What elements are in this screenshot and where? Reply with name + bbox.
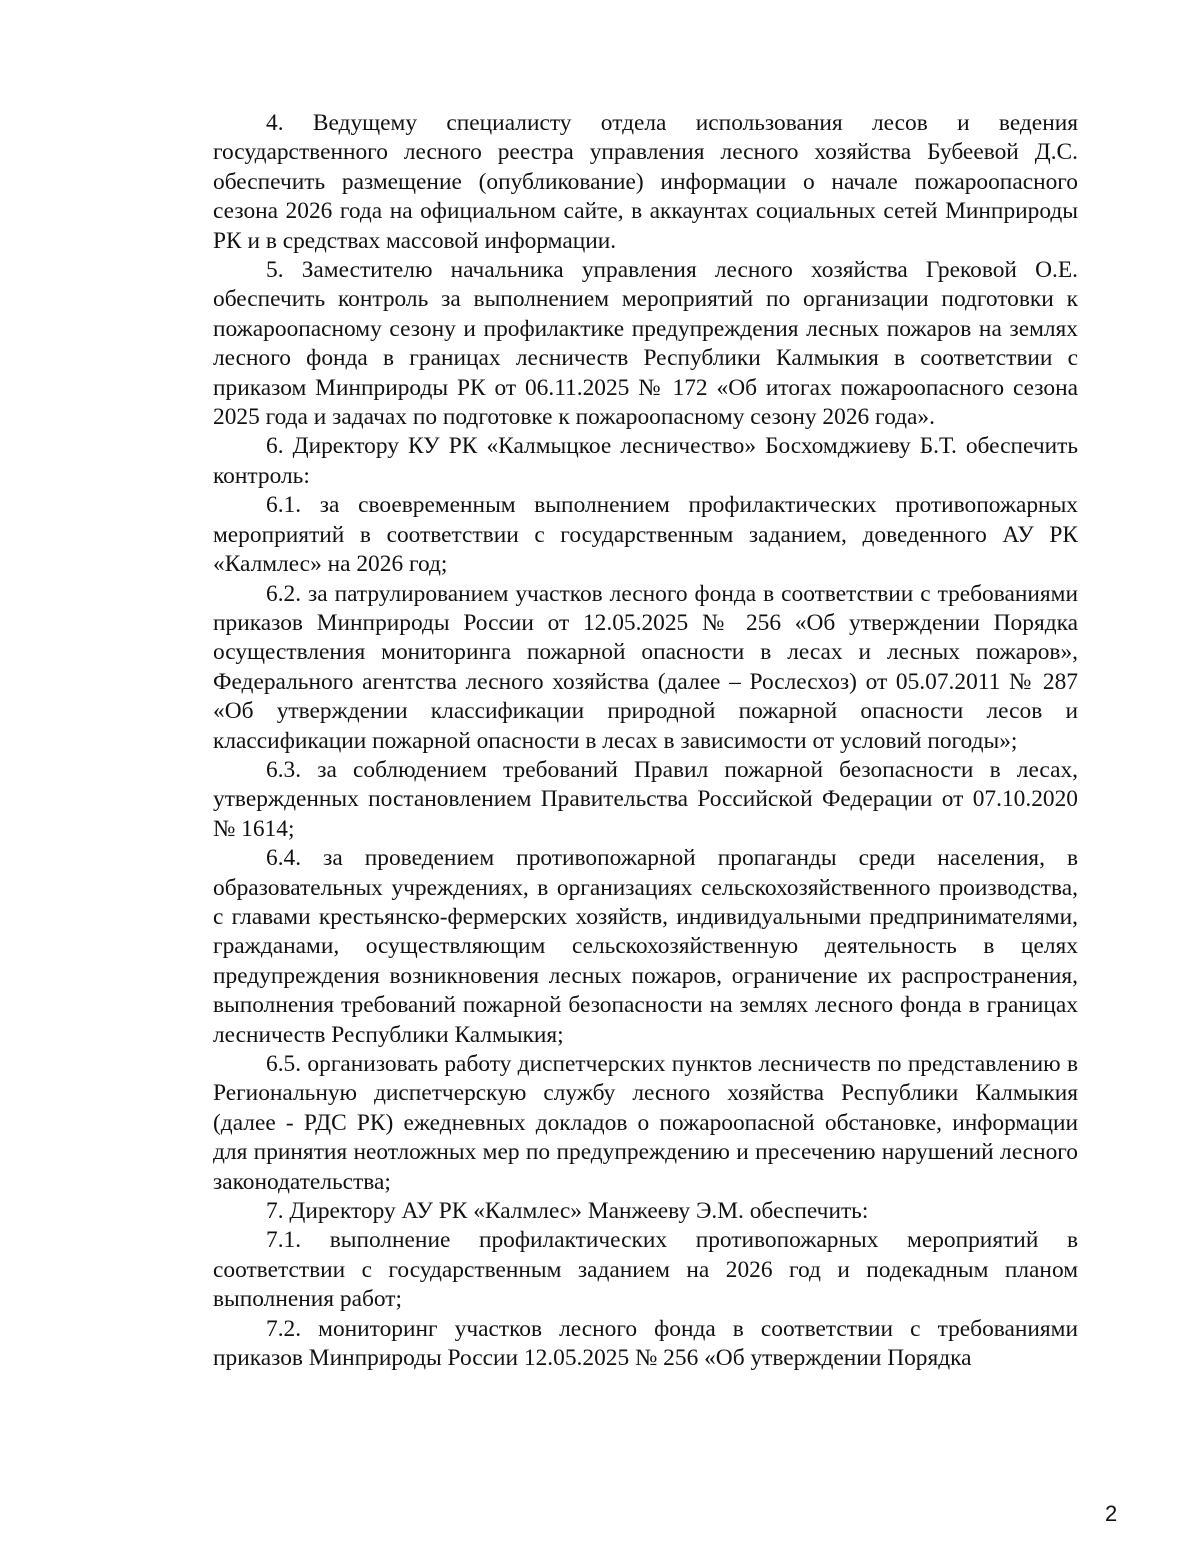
paragraph-7-1: 7.1. выполнение профилактических противопожарных мероприятий в соответствии с государственным заданием на 2026 год и подекадным планом выполнения работ; [213, 1227, 1078, 1313]
paragraph-6-2: 6.2. за патрулированием участков лесного фонда в соответствии с требованиями приказов Минприроды России от 12.05.2025 № 256 «Об утверждении Порядка осуществления мониторинга пожарной опасности в лесах и лесных пожаров», Федерального агентства лесного хозяйства (далее – Рослесхоз) от 05.07.2011 № 287 «Об утверждении классификации природной пожарной опасности лесов и классификации пожарной опасности в лесах в зависимости от условий погоды»; [213, 580, 1078, 754]
paragraph-6-4: 6.4. за проведением противопожарной пропаганды среди населения, в образовательных учреждениях, в организациях сельскохозяйственного производства, с главами крестьянско-фермерских хозяйств, индивидуальными предпринимателями, гражданами, осуществляющим сельскохозяйственную деятельность в целях предупреждения возникновения лесных пожаров, ограничение их распространения, выполнения требований пожарной безопасности на землях лесного фонда в границах лесничеств Республики Калмыкия; [213, 845, 1078, 1048]
paragraph-4: 4. Ведущему специалисту отдела использования лесов и ведения государственного лесного реестра управления лесного хозяйства Бубеевой Д.С. обеспечить размещение (опубликование) информации о начале пожароопасного сезона 2026 года на официальном сайте, в аккаунтах социальных сетей Минприроды РК и в средствах массовой информации. [213, 110, 1078, 254]
paragraph-7-2: 7.2. мониторинг участков лесного фонда в соответствии с требованиями приказов Минприроды России 12.05.2025 № 256 «Об утверждении Порядка [213, 1315, 1078, 1372]
paragraph-6: 6. Директору КУ РК «Калмыцкое лесничество» Босхомджиеву Б.Т. обеспечить контроль: [213, 433, 1078, 489]
paragraph-6-5: 6.5. организовать работу диспетчерских пунктов лесничеств по представлению в Региональную диспетчерскую службу лесного хозяйства Республики Калмыкия (далее - РДС РК) ежедневных докладов о пожароопасной обстановке, информации для принятия неотложных мер по предупреждению и пресечению нарушений лесного законодательства; [213, 1051, 1078, 1195]
paragraph-6-1: 6.1. за своевременным выполнением профилактических противопожарных мероприятий в соответствии с государственным заданием, доведенного АУ РК «Калмлес» на 2026 год; [213, 492, 1078, 578]
paragraph-7: 7. Директору АУ РК «Калмлес» Манжееву Э.М. обеспечить: [266, 1198, 869, 1225]
document-page [213, 109, 1078, 1373]
page-number: 2 [1105, 1501, 1118, 1526]
paragraph-5: 5. Заместителю начальника управления лесного хозяйства Грековой О.Е. обеспечить контроль за выполнением мероприятий по организации подготовки к пожароопасному сезону и профилактике предупреждения лесных пожаров на землях лесного фонда в границах лесничеств Республики Калмыкия в соответствии с приказом Минприроды РК от 06.11.2025 № 172 «Об итогах пожароопасного сезона 2025 года и задачах по подготовке к пожароопасному сезону 2026 года». [213, 257, 1078, 431]
paragraph-6-3: 6.3. за соблюдением требований Правил пожарной безопасности в лесах, утвержденных постановлением Правительства Российской Федерации от 07.10.2020 № 1614; [213, 756, 1078, 842]
